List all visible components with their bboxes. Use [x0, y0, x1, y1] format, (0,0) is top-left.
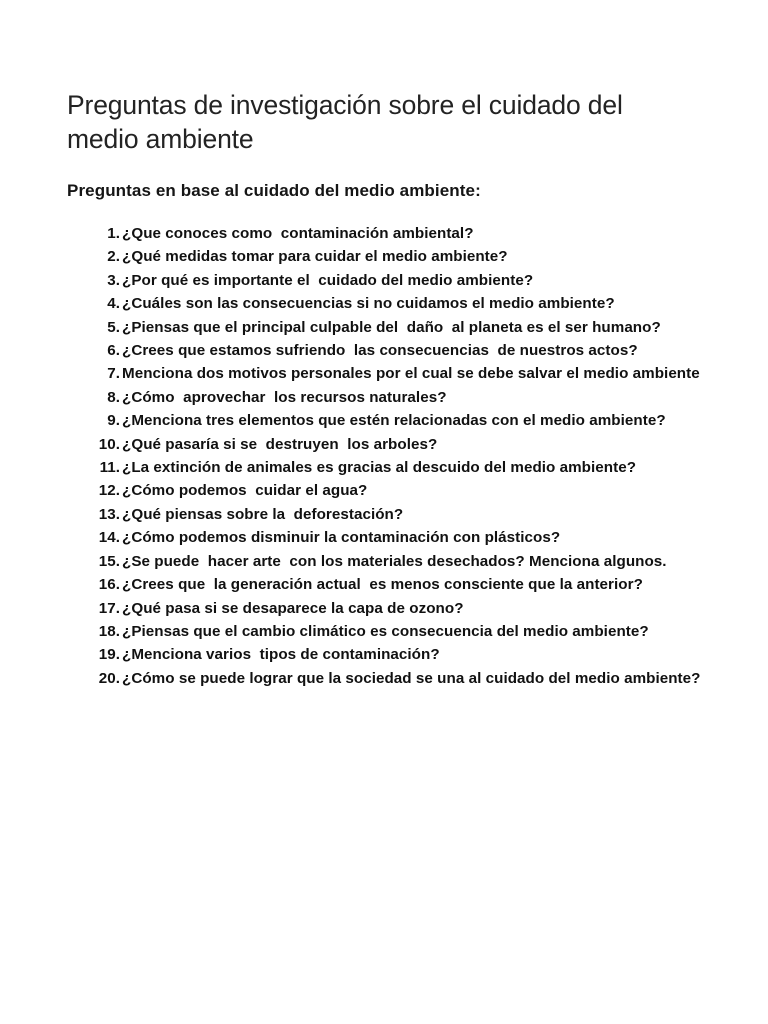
list-item: [67, 550, 712, 573]
list-item: [67, 362, 712, 385]
list-item-number: 17.: [98, 599, 120, 617]
list-item: [67, 316, 712, 339]
list-item-number: 3.: [107, 271, 120, 289]
list-item-number: 20.: [98, 669, 120, 687]
list-item: [67, 245, 712, 268]
list-item-number: 13.: [98, 505, 120, 523]
list-item: [67, 573, 712, 596]
list-item-text: ¿Qué pasa si se desaparece la capa de ozono?: [122, 599, 464, 617]
list-item: [67, 269, 712, 292]
list-item-text: ¿Cómo aprovechar los recursos naturales?: [122, 388, 447, 406]
list-item-number: 6.: [107, 342, 120, 360]
list-item-text: ¿Cómo podemos cuidar el agua?: [122, 482, 368, 500]
list-item-text: ¿Piensas que el cambio climático es consecuencia del medio ambiente?: [122, 622, 649, 640]
list-item-text: ¿Piensas que el principal culpable del daño al planeta es el ser humano?: [122, 318, 661, 336]
list-item-text: ¿La extinción de animales es gracias al descuido del medio ambiente?: [122, 459, 637, 477]
list-item-number: 9.: [107, 412, 120, 430]
list-item-number: 1.: [107, 225, 120, 242]
list-item-text: ¿Cómo podemos disminuir la contaminación con plásticos?: [122, 529, 561, 547]
list-item-text: ¿Qué pasaría si se destruyen los arboles?: [122, 435, 438, 453]
list-item: [67, 503, 712, 526]
list-item-text: ¿Por qué es importante el cuidado del medio ambiente?: [122, 271, 534, 289]
list-item-text: ¿Qué medidas tomar para cuidar el medio ambiente?: [122, 248, 508, 266]
list-item-number: 5.: [107, 318, 120, 336]
list-item-number: 8.: [107, 388, 120, 406]
list-item-text: ¿Qué piensas sobre la deforestación?: [122, 505, 404, 523]
list-item: [67, 667, 712, 690]
list-item-text: Menciona dos motivos personales por el cual se debe salvar el medio ambiente: [122, 365, 700, 383]
list-item-text: ¿Menciona tres elementos que estén relacionadas con el medio ambiente?: [122, 412, 666, 430]
list-item: [67, 292, 712, 315]
list-item-number: 11.: [99, 459, 120, 477]
question-list: [67, 222, 712, 690]
list-item: [67, 620, 712, 643]
list-item-number: 7.: [107, 365, 120, 383]
list-item-number: 14.: [98, 529, 120, 547]
list-item-number: 16.: [98, 576, 120, 594]
list-item-text: ¿Que conoces como contaminación ambiental?: [122, 225, 474, 242]
section-subtitle: Preguntas en base al cuidado del medio ambiente:: [67, 181, 481, 200]
list-item-text: ¿Crees que estamos sufriendo las consecuencias de nuestros actos?: [122, 342, 638, 360]
list-item-text: ¿Se puede hacer arte con los materiales desechados? Menciona algunos.: [122, 552, 667, 570]
list-item-number: 18.: [98, 622, 120, 640]
list-item: [67, 479, 712, 502]
list-item: [67, 222, 712, 245]
list-item: [67, 597, 712, 620]
list-item-number: 19.: [98, 646, 120, 664]
list-item-text: ¿Crees que la generación actual es menos consciente que la anterior?: [122, 576, 643, 594]
list-item-number: 2.: [107, 248, 120, 266]
list-item-text: ¿Cuáles son las consecuencias si no cuidamos el medio ambiente?: [122, 295, 615, 313]
list-item-text: ¿Menciona varios tipos de contaminación?: [122, 646, 440, 664]
list-item: [67, 643, 712, 666]
list-item: [67, 409, 712, 432]
page-title: Preguntas de investigación sobre el cuidado del medio ambiente: [67, 90, 630, 154]
list-item-number: 15.: [98, 552, 120, 570]
list-item: [67, 456, 712, 479]
list-item-number: 10.: [98, 435, 120, 453]
list-item-text: ¿Cómo se puede lograr que la sociedad se una al cuidado del medio ambiente?: [122, 669, 701, 687]
list-item: [67, 339, 712, 362]
list-item-number: 4.: [107, 295, 120, 313]
list-item: [67, 526, 712, 549]
list-item: [67, 386, 712, 409]
list-item-number: 12.: [98, 482, 120, 500]
list-item: [67, 433, 712, 456]
